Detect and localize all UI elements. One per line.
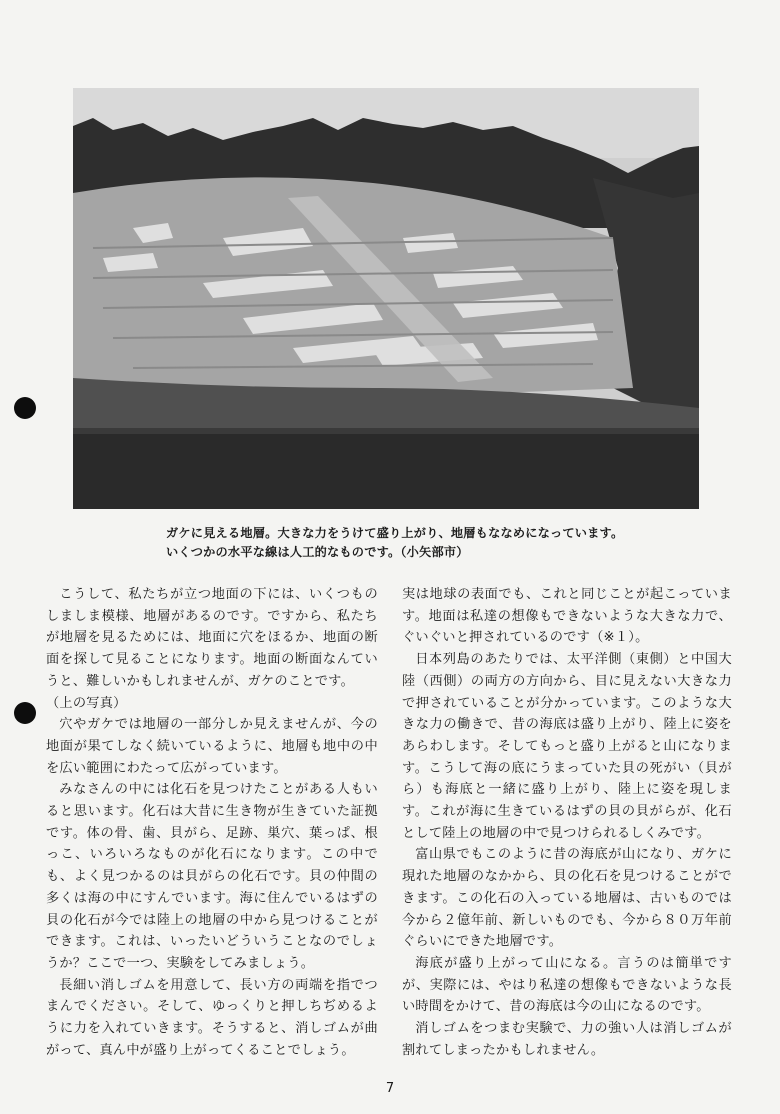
cliff-strata-photo [73, 88, 699, 509]
caption-line-1: ガケに見える地層。大きな力をうけて盛り上がり、地層もななめになっています。 [166, 526, 624, 540]
paragraph: 実は地球の表面でも、これと同じことが起こっています。地面は私達の想像もできないような大きな力で、ぐいぐいと押されているのです（※１）。 [402, 587, 732, 646]
paragraph: 日本列島のあたりでは、太平洋側（東側）と中国大陸（西側）の両方の方向から、目に見えない大きな力で押されていることが分かっています。このような大きな力の働きで、昔の海底は盛り上がり、陸上に姿をあらわします。そしてもっと盛り上がると山になります。こうして海の底にうまっていた貝の死がい（貝がら）も海底と一緒に盛り上がり、陸上に姿を現します。これが海に生きているはずの貝の貝がらが、化石として陸上の地層の中で見つけられるしくみです。 [402, 652, 732, 841]
paragraph: みなさんの中には化石を見つけたことがある人もいると思います。化石は大昔に生き物が生きていた証拠です。体の骨、歯、貝がら、足跡、巣穴、葉っぱ、根っこ、いろいろなものが化石になります。この中でも、よく見つかるのは貝がらの化石です。貝の仲間の多くは海の中にすんでいます。海に住んでいるはずの貝の化石が今では陸上の地層の中から見つけることができます。これは、いったいどういうことなのでしょうか？ここで一つ、実験をしてみましょう。 [46, 782, 378, 971]
page-number: 7 [385, 1081, 395, 1096]
paragraph: 富山県でもこのように昔の海底が山になり、ガケに現れた地層のなかから、貝の化石を見つけることができます。この化石の入っている地層は、古いものでは今から２億年前、新しいものでも、今から８０万年前ぐらいにできた地層です。 [402, 847, 732, 950]
caption-line-2: いくつかの水平な線は人工的なものです。（小矢部市） [166, 545, 469, 559]
paragraph: 海底が盛り上がって山になる。言うのは簡単ですが、実際には、やはり私達の想像もできないような長い時間をかけて、昔の海底は今の山になるのです。 [402, 955, 732, 1015]
binder-hole-bottom [14, 702, 36, 724]
paragraph: 長細い消しゴムを用意して、長い方の両端を指でつまんでください。そして、ゆっくりと押しちぢめるように力を入れていきます。そうすると、消しゴムが曲がって、真ん中が盛り上がってくることでしょう。 [46, 977, 378, 1058]
photo-caption [166, 524, 726, 562]
right-text-column [402, 584, 732, 1061]
paragraph: 穴やガケでは地層の一部分しか見えませんが、今の地面が果てしなく続いているように、地層も地中の中を広い範囲にわたって広がっています。 [46, 717, 378, 776]
paragraph: 消しゴムをつまむ実験で、力の強い人は消しゴムが割れてしまったかもしれません。 [402, 1021, 732, 1058]
paragraph: こうして、私たちが立つ地面の下には、いくつものしましま模様、地層があるのです。ですから、私たちが地層を見るためには、地面に穴をほるか、地面の断面を探して見ることになります。地面の断面なんていうと、難しいかもしれませんが、ガケのことです。 （上の写真） [46, 587, 378, 711]
left-text-column [46, 584, 378, 1061]
binder-hole-top [14, 397, 36, 419]
